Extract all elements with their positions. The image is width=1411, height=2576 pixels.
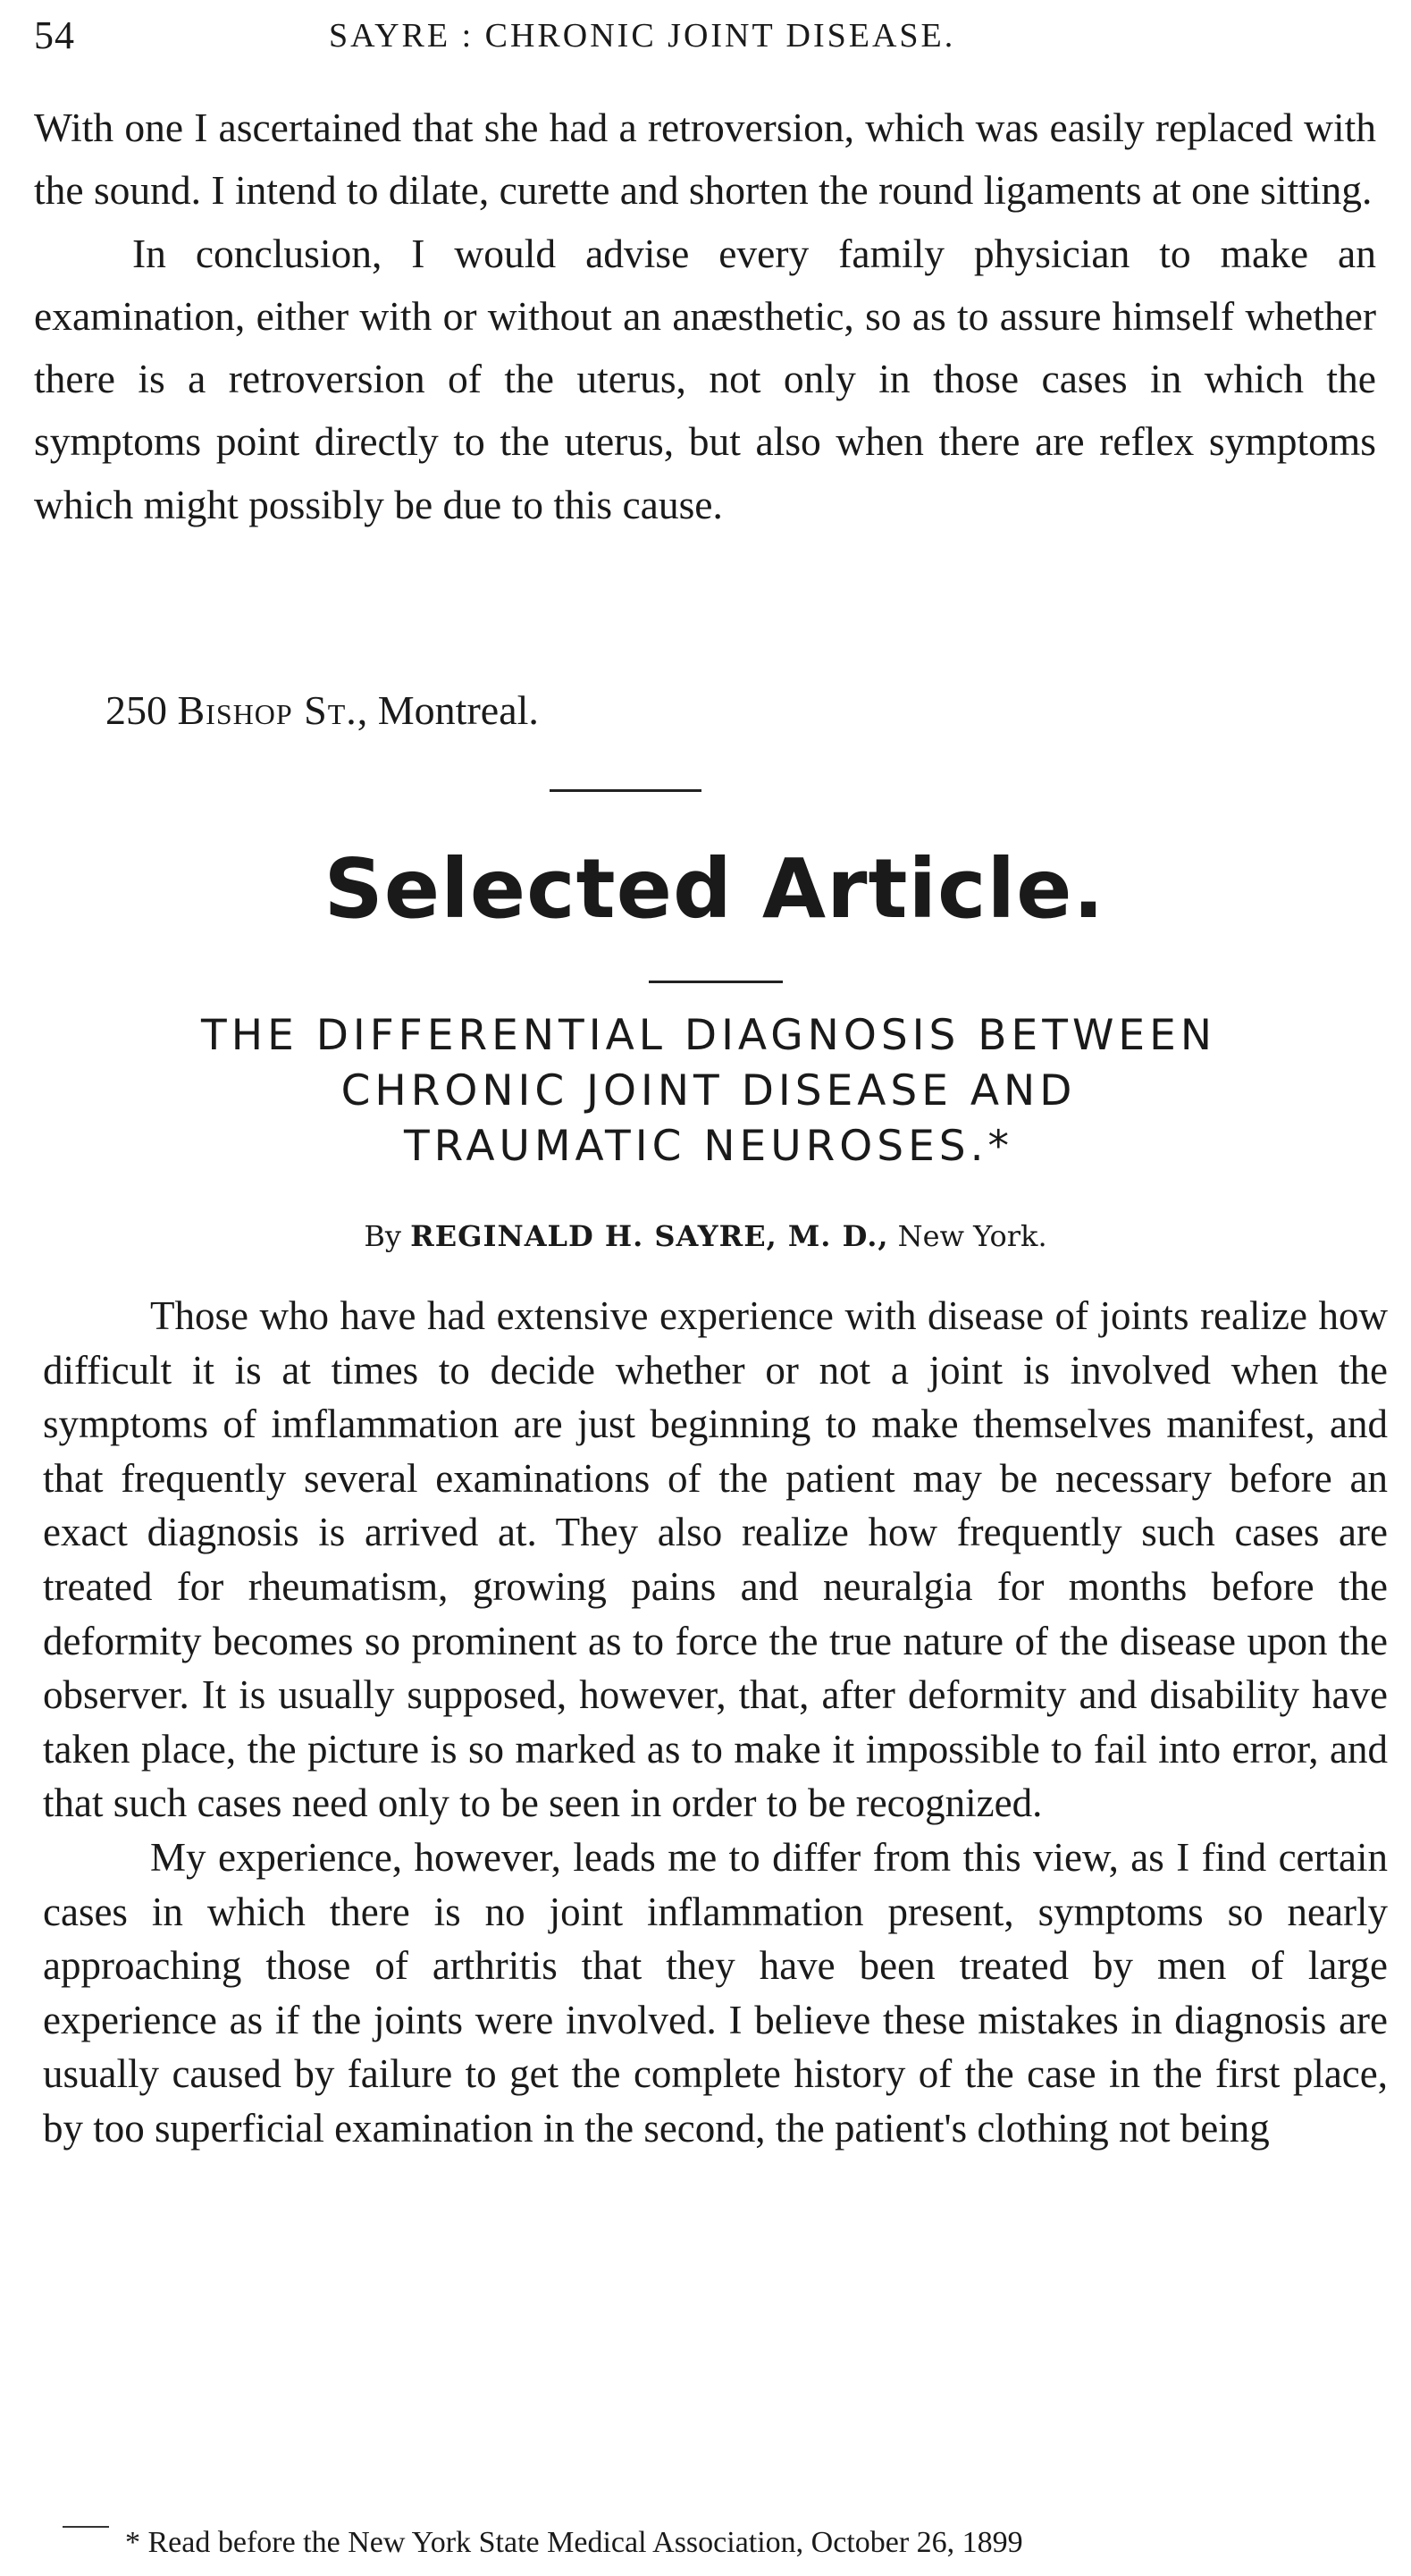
byline-prefix: By (364, 1219, 401, 1253)
section-heading: Selected Article. (323, 841, 1105, 937)
section-divider-rule (550, 789, 701, 792)
article-title-line-1: THE DIFFERENTIAL DIAGNOSIS BETWEEN (201, 1011, 1216, 1060)
closing-paragraph-2: In conclusion, I would advise every family physician to make an examination, either with or without an anæsthetic, so as to assure himself whether there is a retroversion of the uterus, not only in those cases in which the symptoms point directly to the uterus, but also when there are reflex symptoms which might possibly be due to this cause. (34, 230, 1376, 527)
article-title (34, 1008, 1383, 1174)
page-number: 54 (34, 13, 75, 57)
article-byline (0, 1214, 1411, 1259)
article-title-line-2: CHRONIC JOINT DISEASE AND (340, 1066, 1077, 1115)
byline-author: REGINALD H. SAYRE, M. D., (410, 1219, 889, 1253)
closing-text-block (34, 97, 1376, 536)
footnote-rule (63, 2526, 109, 2528)
address-city: , Montreal. (357, 687, 539, 733)
author-address (105, 679, 539, 742)
article-paragraph-2: My experience, however, leads me to differ from this view, as I find certain cases in which there is no joint inflammation present, symptoms so nearly approaching those of arthritis that they have been treated by men of large experience as if the joints were involved. I believe these mistakes in diagnosis are usually caused by failure to get the complete history of the case in the first place, by too superficial examination in the second, the patient's clothing not being (43, 1834, 1388, 2151)
address-number: 250 (105, 687, 167, 733)
address-street: Bishop St. (177, 687, 357, 733)
heading-divider-rule (649, 981, 783, 983)
running-head (34, 13, 1374, 66)
article-paragraph-1: Those who have had extensive experience with disease of joints realize how difficult it is at times to decide whether or not a joint is involved when the symptoms of imflammation are just beginning to make themselves manifest, and that frequently several examinations of the patient may be necessary before an exact diagnosis is arrived at. They also realize how frequently such cases are treated for rheumatism, growing pains and neuralgia for months before the deformity becomes so prominent as to force the true nature of the disease upon the observer. It is usually supposed, however, that, after deformity and disability have taken place, the picture is so marked as to make it impossible to fail into error, and that such cases need only to be seen in order to be recognized. (43, 1293, 1388, 1826)
footnote: * Read before the New York State Medical Association, October 26, 1899 (125, 2526, 1023, 2559)
closing-paragraph-1: With one I ascertained that she had a retroversion, which was easily replaced with the sound. I intend to dilate, curette and shorten the round ligaments at one sitting. (34, 105, 1376, 214)
byline-location: New York. (897, 1219, 1047, 1253)
article-body (43, 1289, 1388, 2156)
running-title: SAYRE : CHRONIC JOINT DISEASE. (329, 17, 956, 55)
article-title-line-3: TRAUMATIC NEUROSES.* (403, 1122, 1014, 1171)
